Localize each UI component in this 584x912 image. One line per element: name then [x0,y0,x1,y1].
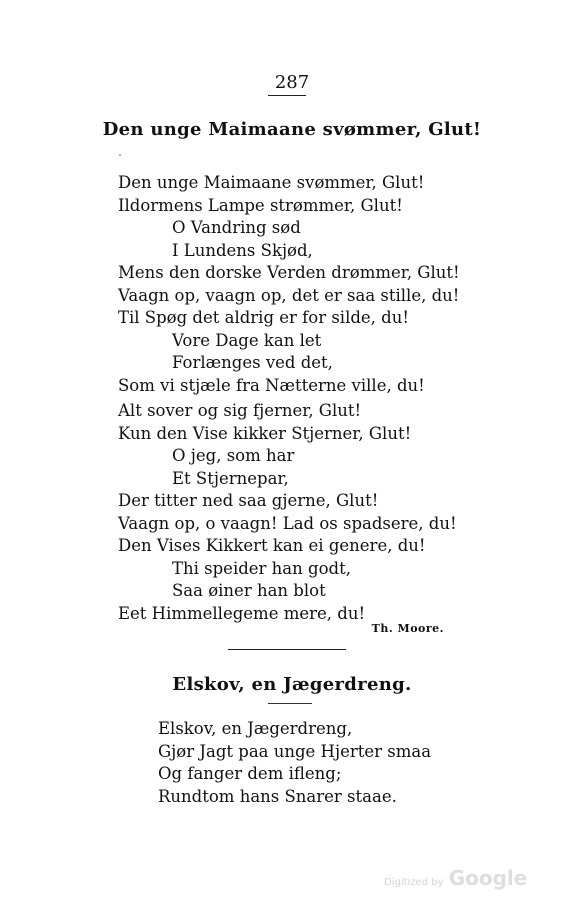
poem-line: O jeg, som har [172,446,295,465]
poem-line: Til Spøg det aldrig er for silde, du! [118,308,409,327]
poem-line: Vaagn op, o vaagn! Lad os spadsere, du! [118,513,457,533]
poem-line: Kun den Vise kikker Stjerner, Glut! [118,423,412,443]
poem-line: Som vi stjæle fra Nætterne ville, du! [118,375,425,395]
poem-line: Og fanger dem ifleng; [158,764,342,783]
poem-line: Alt sover og sig fjerner, Glut! [118,401,362,420]
watermark [384,866,527,890]
poem-line: Ildormens Lampe strømmer, Glut! [118,195,403,215]
poem-line: Et Stjernepar, [172,468,289,488]
poem-line: Mens den dorske Verden drømmer, Glut! [118,263,460,282]
poem-line: Eet Himmellegeme mere, du! [118,603,366,623]
author-signature: Th. Moore. [371,622,444,635]
title-underline [268,703,312,704]
poem-line: Den Vises Kikkert kan ei genere, du! [118,536,426,555]
speck [119,154,121,156]
poem-line: Elskov, en Jægerdreng, [158,719,353,738]
watermark-prefix: Digitized by [384,877,444,888]
google-logo: Google [448,866,528,890]
poem-line: Forlænges ved det, [172,353,333,372]
poem-line: Vaagn op, vaagn op, det er saa stille, du! [118,285,460,305]
poem-line: Thi speider han godt, [172,558,351,578]
poem-title: Elskov, en Jægerdreng. [172,674,412,695]
poem-line: I Lundens Skjød, [172,240,313,260]
poem-line: Rundtom hans Snarer staae. [158,786,397,806]
stanza [118,172,460,397]
poem-line: Vore Dage kan let [172,330,322,350]
poem-line: Saa øiner han blot [172,581,326,600]
poem-line: O Vandring sød [172,218,301,237]
poem-line: Der titter ned saa gjerne, Glut! [118,491,379,510]
poem-line: Den unge Maimaane svømmer, Glut! [118,173,425,192]
page-number-rule [268,95,306,96]
poem-title: Den unge Maimaane svømmer, Glut! [102,119,482,140]
poem-line: Gjør Jagt paa unge Hjerter smaa [158,741,432,761]
stanza [158,718,431,808]
section-divider [228,649,346,650]
stanza [118,400,457,625]
page-number: 287 [274,72,310,93]
